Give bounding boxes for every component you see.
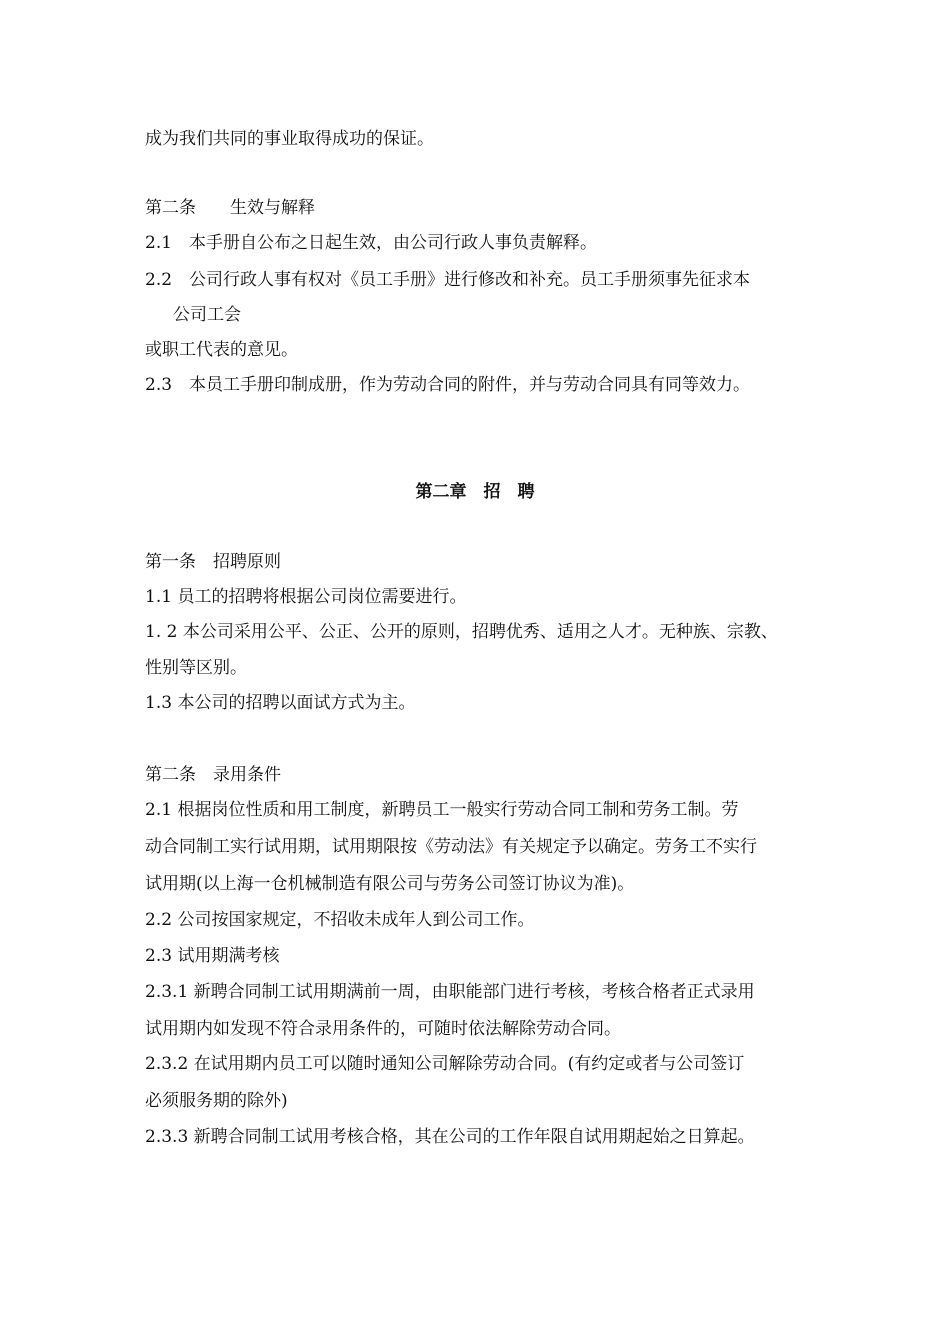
clause-2-3-1-line-2: 试用期内如发现不符合录用条件的，可随时依法解除劳动合同。 — [145, 1019, 621, 1039]
clause-2-1-line-3: 试用期(以上海一仓机械制造有限公司与劳务公司签订协议为准)。 — [145, 874, 635, 894]
clause-2-2-line-1: 2.2 公司行政人事有权对《员工手册》进行修改和补充。员工手册须事先征求本 — [145, 270, 751, 290]
clause-2-1-line-1: 2.1 根据岗位性质和用工制度，新聘员工一般实行劳动合同工制和劳务工制。劳 — [145, 800, 739, 820]
clause-1-3: 1.3 本公司的招聘以面试方式为主。 — [145, 693, 416, 713]
clause-1-2-line-1: 1. 2 本公司采用公平、公正、公开的原则，招聘优秀、适用之人才。无种族、宗教、 — [145, 622, 778, 642]
article-1-principle-title: 第一条 招聘原则 — [145, 552, 281, 572]
clause-1-2-line-2: 性别等区别。 — [145, 658, 247, 678]
clause-2-3-conditions: 2.3 试用期满考核 — [145, 946, 280, 966]
intro-line: 成为我们共同的事业取得成功的保证。 — [145, 129, 434, 149]
clause-2-3-1-line-1: 2.3.1 新聘合同制工试用期满前一周，由职能部门进行考核，考核合格者正式录用 — [145, 982, 755, 1002]
clause-2-3-2-line-2: 必须服务期的除外) — [145, 1091, 288, 1111]
clause-2-3-3: 2.3.3 新聘合同制工试用考核合格，其在公司的工作年限自试用期起始之日算起。 — [145, 1127, 755, 1147]
clause-2-3-2-line-1: 2.3.2 在试用期内员工可以随时通知公司解除劳动合同。(有约定或者与公司签订 — [145, 1054, 745, 1074]
clause-2-2-line-3: 或职工代表的意见。 — [145, 340, 298, 360]
clause-2-1-effect: 2.1 本手册自公布之日起生效，由公司行政人事负责解释。 — [145, 233, 598, 253]
clause-2-3-effect: 2.3 本员工手册印制成册，作为劳动合同的附件，并与劳动合同具有同等效力。 — [145, 375, 751, 395]
clause-2-2-conditions: 2.2 公司按国家规定，不招收未成年人到公司工作。 — [145, 910, 535, 930]
article-2-conditions-title: 第二条 录用条件 — [145, 765, 281, 785]
chapter-2-title: 第二章 招 聘 — [415, 482, 535, 502]
article-2-effect-title: 第二条 生效与解释 — [145, 198, 315, 218]
clause-2-2-line-2: 公司工会 — [173, 305, 241, 325]
clause-2-1-line-2: 动合同制工实行试用期，试用期限按《劳动法》有关规定予以确定。劳务工不实行 — [145, 837, 757, 857]
clause-1-1: 1.1 员工的招聘将根据公司岗位需要进行。 — [145, 587, 467, 607]
